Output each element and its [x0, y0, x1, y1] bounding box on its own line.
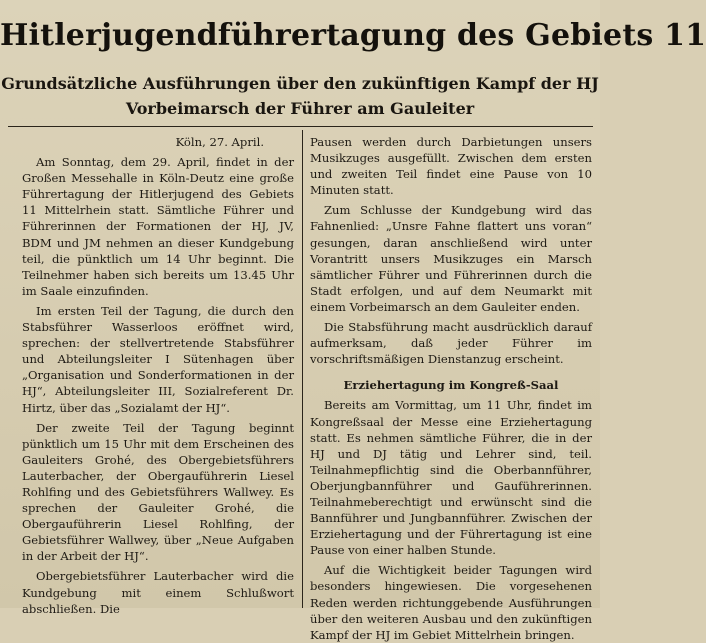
paragraph: Obergebietsführer Lauterbacher wird die Kundgebung mit einem Schlußwort abschließen. Die	[22, 569, 294, 616]
subheadline-1: Grundsätzliche Ausführungen über den zukünftigen Kampf der HJ	[1, 74, 599, 93]
section-title: Erziehertagung im Kongreß-Saal	[343, 378, 559, 393]
header-rule	[8, 126, 593, 127]
paragraph: Zum Schlusse der Kundgebung wird das Fahnenlied: „Unsre Fahne flattert uns voran“ gesungen, daran anschließend wird unter Vorantritt unsers Musikzuges ein Marsch sämtlicher Führer und Führerinnen durch die Stadt erfolgen, und auf dem Neumarkt mit einem Vorbeimarsch an dem Gauleiter enden.	[310, 203, 592, 314]
column-divider	[302, 130, 303, 608]
headline: Hitlerjugendführertagung des Gebiets 11	[0, 18, 706, 53]
paragraph: Am Sonntag, dem 29. April, findet in der Großen Messehalle in Köln-Deutz eine große Führertagung der Hitlerjugend des Gebiets 11 Mittelrhein statt. Sämtliche Führer und Führerinnen der Formationen der HJ, JV, BDM und JM nehmen an dieser Kundgebung teil, die pünktlich um 14 Uhr beginnt. Die Teilnehmer haben sich bereits um 13.45 Uhr im Saale einzufinden.	[22, 155, 294, 298]
left-column	[22, 134, 294, 617]
paragraph: Der zweite Teil der Tagung beginnt pünktlich um 15 Uhr mit dem Erscheinen des Gauleiters Grohé, des Obergebietsführers Lauterbacher, der Obergauführerin Liesel Rohlfing und des Gebietsführers Wallwey. Es sprechen der Gauleiter Grohé, die Obergauführerin Liesel Rohlfing, der Gebietsführer Wallwey, über „Neue Aufgaben in der Arbeit der HJ“.	[22, 420, 294, 564]
subheadline-2: Vorbeimarsch der Führer am Gauleiter	[125, 99, 475, 118]
paragraph: Bereits am Vormittag, um 11 Uhr, findet im Kongreßsaal der Messe eine Erziehertagung statt. Es nehmen sämtliche Führer, die in der HJ und DJ tätig und Lehrer sind, teil. Teilnahmepflichtig sind die Oberbannführer, Oberjungbannführer und Gauführerinnen. Teilnahmeberechtigt und erwünscht sind die Bannführer und Jungbannführer. Zwischen der Erziehertagung und der Führertagung ist eine Pause von einer halben Stunde.	[310, 398, 592, 558]
dateline: Köln, 27. April.	[175, 135, 264, 149]
right-column	[310, 134, 592, 643]
paragraph: Im ersten Teil der Tagung, die durch den Stabsführer Wasserloos eröffnet wird, sprechen: der stellvertretende Stabsführer und Abteilungsleiter I Sütenhagen über „Organisation und Sonderformationen in der HJ“, Abteilungsleiter III, Sozialreferent Dr. Hirtz, über das „Sozialamt der HJ“.	[22, 303, 294, 415]
paragraph: Auf die Wichtigkeit beider Tagungen wird besonders hingewiesen. Die vorgesehenen Reden werden richtunggebende Ausführungen über den weiteren Ausbau und den zukünftigen Kampf der HJ im Gebiet Mittelrhein bringen.	[310, 563, 592, 642]
paragraph: Die Stabsführung macht ausdrücklich darauf aufmerksam, daß jeder Führer im vorschriftsmäßigen Dienstanzug erscheint.	[310, 320, 592, 367]
paragraph: Pausen werden durch Darbietungen unsers Musikzuges ausgefüllt. Zwischen dem ersten und zweiten Teil findet eine Pause von 10 Minuten statt.	[310, 135, 592, 198]
